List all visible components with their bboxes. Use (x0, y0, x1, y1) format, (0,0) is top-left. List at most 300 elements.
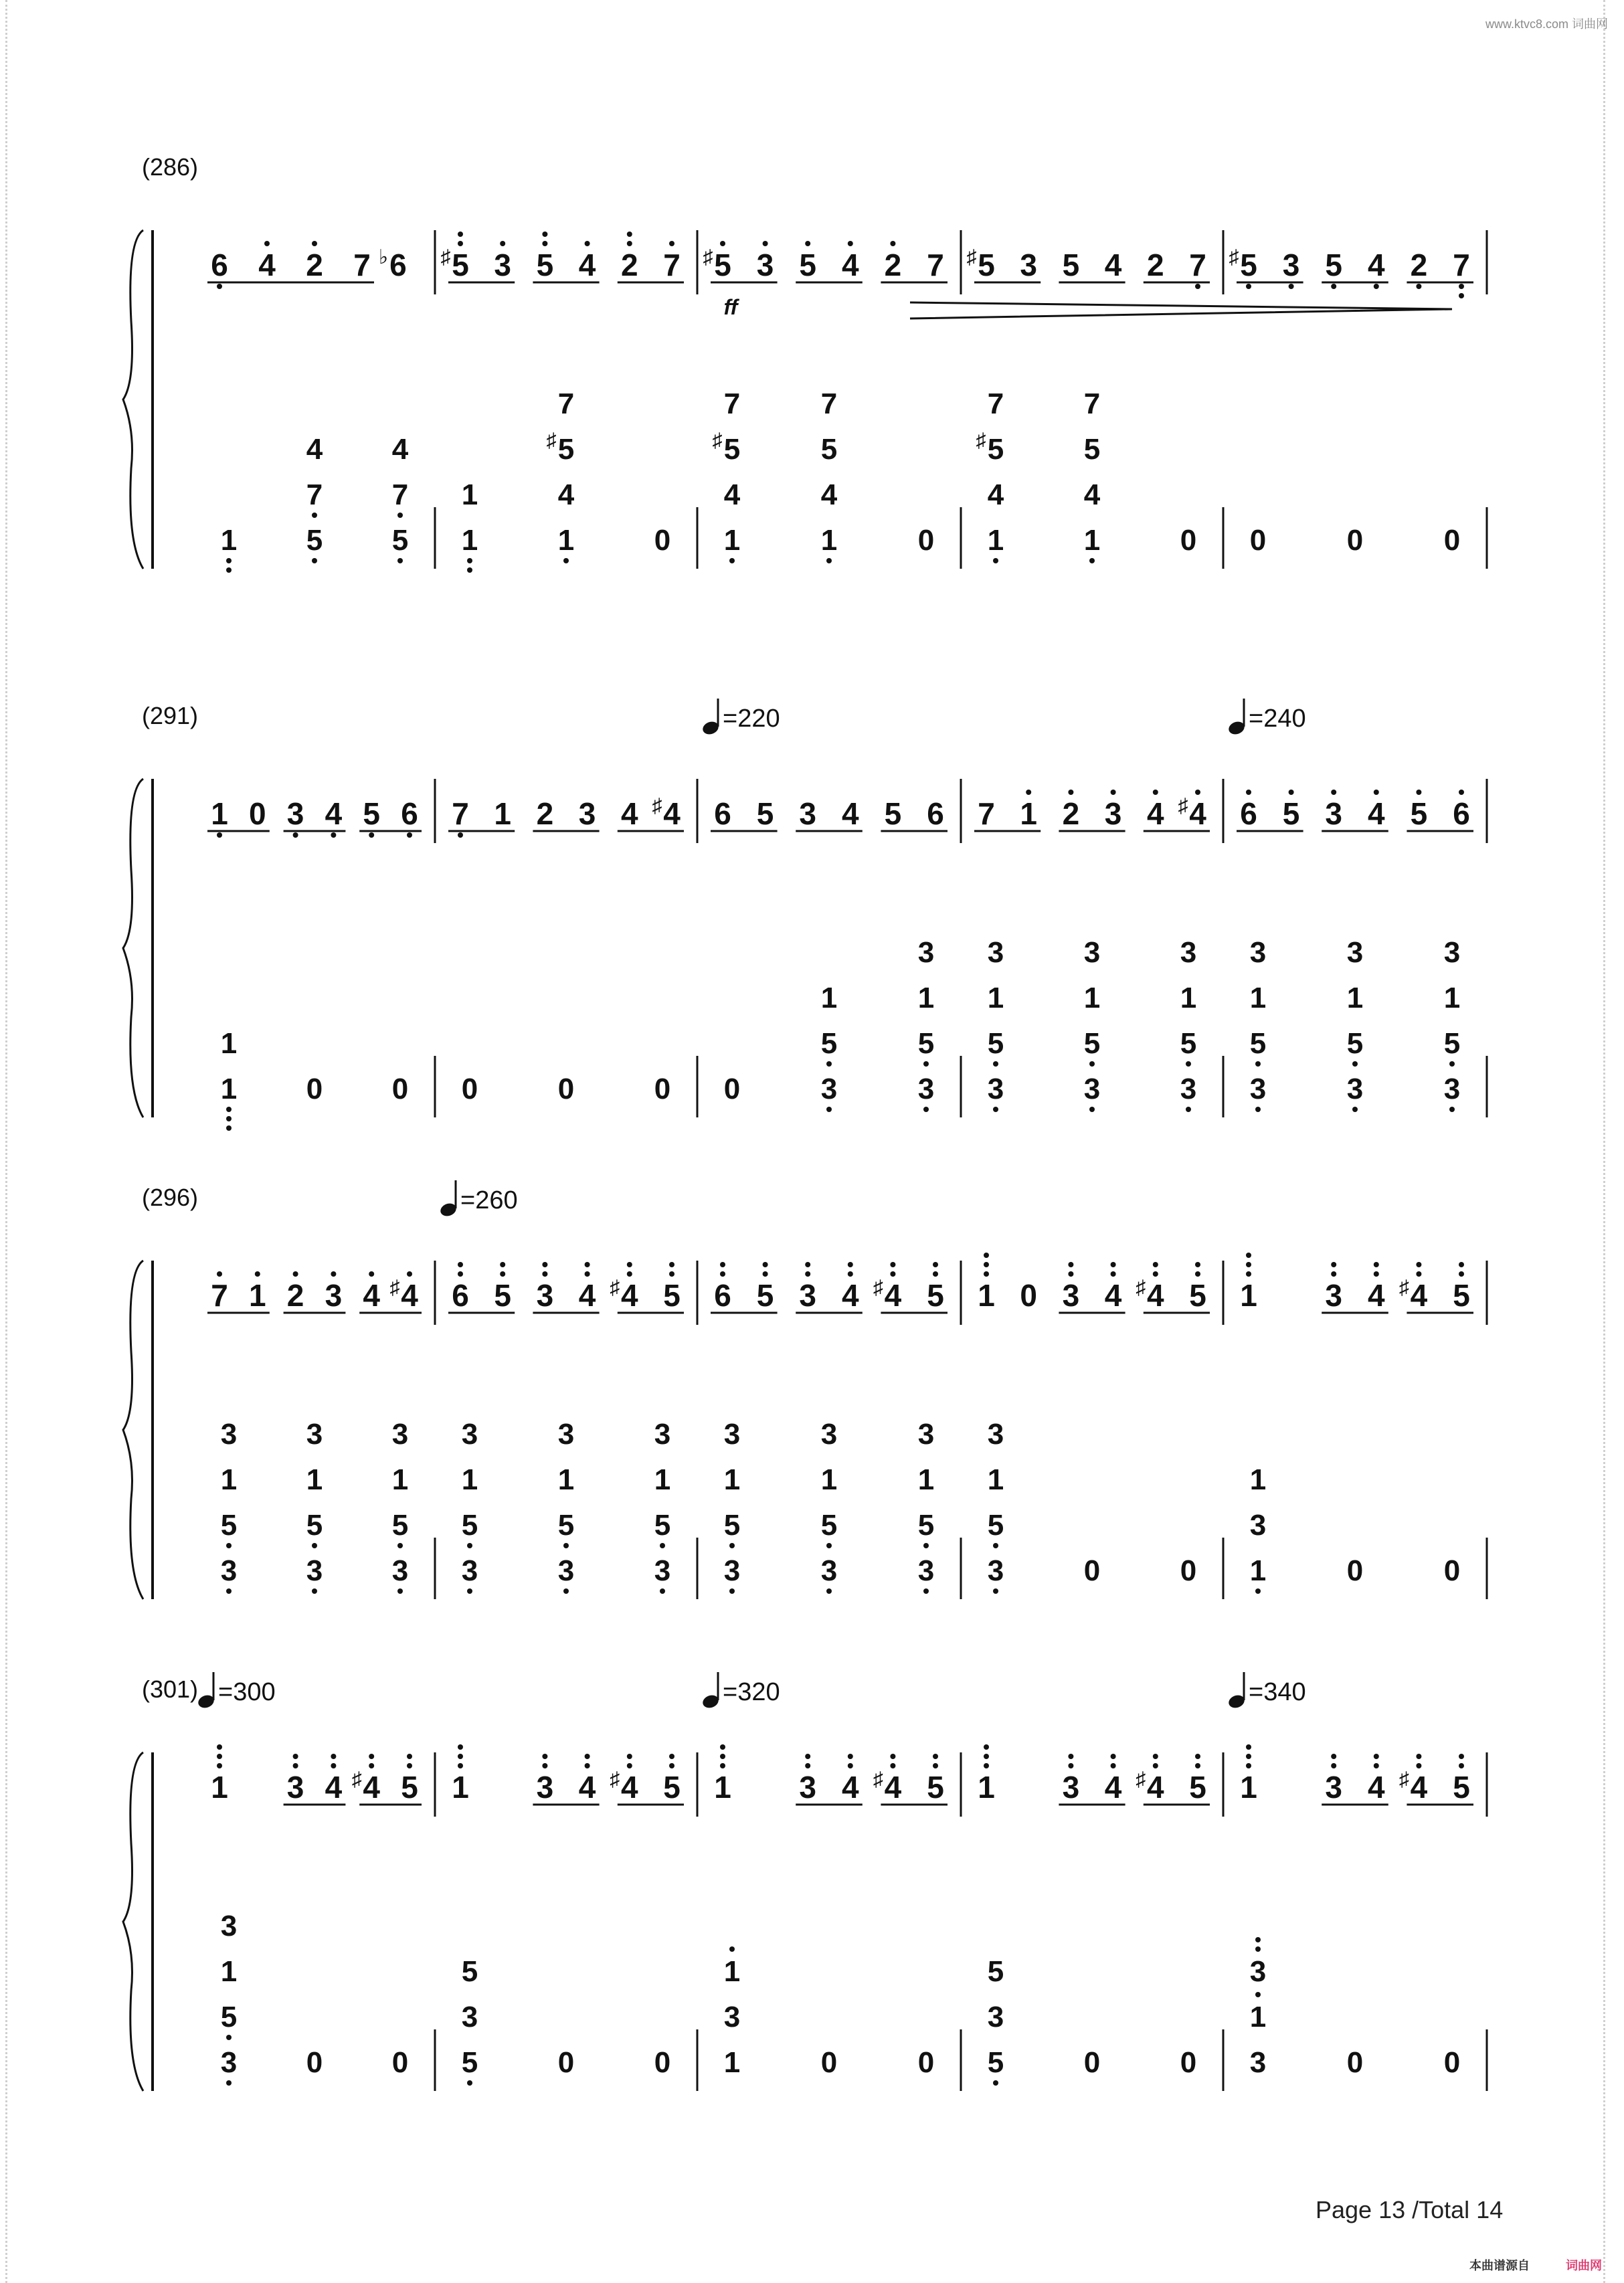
octave-dot (217, 284, 222, 289)
octave-dot (217, 832, 222, 838)
octave-dot (467, 1588, 472, 1594)
octave-dot (669, 241, 674, 246)
chord-note: 5 (820, 1027, 838, 1060)
measure-number: (296) (142, 1184, 199, 1211)
octave-dot (542, 241, 547, 246)
melody-note: 3 (1325, 1278, 1342, 1313)
chord-note: 3 (917, 1418, 935, 1451)
sharp-sign: ♯ (652, 795, 662, 817)
melody-note: 6 (452, 1278, 469, 1313)
chord-note: 4 (820, 478, 838, 511)
melody-note: 3 (799, 1770, 816, 1805)
octave-dot (1459, 1754, 1464, 1759)
octave-dot (848, 1763, 853, 1768)
chord-note: 5 (306, 524, 323, 557)
octave-dot (890, 241, 895, 246)
octave-dot (1089, 1107, 1095, 1112)
chord-note: 0 (917, 2046, 935, 2079)
tempo-mark: =320 (723, 1678, 780, 1706)
octave-dot (312, 1588, 317, 1594)
chord-note: 1 (557, 1463, 575, 1496)
chord-note: 1 (1443, 982, 1461, 1014)
octave-dot (1195, 1271, 1200, 1277)
octave-dot (467, 2080, 472, 2086)
chord-note: 0 (557, 2046, 575, 2079)
tempo-mark: =340 (1249, 1678, 1306, 1706)
melody-note: 5 (714, 248, 731, 282)
chord-note: 3 (1249, 1073, 1267, 1105)
sharp-sign: ♯ (1136, 1277, 1146, 1299)
octave-dot (984, 1754, 989, 1759)
octave-dot (729, 1588, 735, 1594)
melody-note: 5 (756, 1278, 774, 1313)
octave-dot (1246, 1262, 1251, 1267)
melody-note: 7 (663, 248, 681, 282)
sharp-sign: ♯ (1399, 1277, 1409, 1299)
melody-note: 2 (884, 248, 902, 282)
octave-dot (1111, 790, 1116, 795)
chord-note: 5 (917, 1509, 935, 1542)
octave-dot (984, 1271, 989, 1277)
octave-dot (467, 558, 472, 563)
octave-dot (1195, 284, 1200, 289)
octave-dot (312, 241, 317, 246)
chord-note: 3 (820, 1073, 838, 1105)
octave-dot (848, 1754, 853, 1759)
chord-note: 1 (1249, 2001, 1267, 2033)
octave-dot (1246, 284, 1251, 289)
octave-dot (805, 1754, 810, 1759)
chord-note: 0 (1443, 1554, 1461, 1587)
chord-note: 4 (1083, 478, 1101, 511)
octave-dot (805, 241, 810, 246)
chord-note: 5 (1083, 433, 1101, 466)
octave-dot (293, 832, 298, 838)
melody-note: 4 (621, 1278, 638, 1313)
sharp-sign: ♯ (966, 246, 977, 268)
chord-note: 3 (1083, 1073, 1101, 1105)
melody-note: 1 (1020, 796, 1037, 831)
chord-note: 5 (723, 1509, 741, 1542)
melody-note: 1 (1240, 1278, 1257, 1313)
octave-dot (542, 232, 547, 237)
octave-dot (226, 558, 232, 563)
melody-note: 4 (621, 1770, 638, 1805)
octave-dot (1416, 790, 1421, 795)
chord-note: 5 (917, 1027, 935, 1060)
chord-note: 1 (820, 1463, 838, 1496)
octave-dot (1416, 284, 1421, 289)
melody-note: 7 (353, 248, 371, 282)
octave-dot (585, 1262, 590, 1267)
melody-note: 4 (325, 796, 343, 831)
octave-dot (729, 1946, 735, 1952)
chord-note: 0 (1443, 2046, 1461, 2079)
octave-dot (407, 1754, 412, 1759)
chord-note: 3 (917, 936, 935, 969)
chord-note: 5 (1346, 1027, 1364, 1060)
tempo-mark: =220 (723, 705, 780, 733)
chord-note: 5 (1249, 1027, 1267, 1060)
octave-dot (458, 1763, 463, 1768)
chord-note: 3 (220, 2046, 238, 2079)
chord-note: 3 (820, 1418, 838, 1451)
melody-note: 4 (1104, 1770, 1122, 1805)
chord-note: 1 (917, 1463, 935, 1496)
octave-dot (826, 1107, 832, 1112)
chord-note: 5 (461, 1955, 478, 1988)
octave-dot (1186, 1107, 1191, 1112)
octave-dot (627, 1271, 632, 1277)
melody-note: 5 (363, 796, 380, 831)
octave-dot (397, 1543, 403, 1548)
octave-dot (458, 832, 463, 838)
melody-note: 3 (578, 796, 596, 831)
chord-note: 0 (1083, 2046, 1101, 2079)
octave-dot (1331, 1754, 1336, 1759)
octave-dot (1195, 790, 1200, 795)
chord-note: 1 (820, 524, 838, 557)
chord-note: 0 (917, 524, 935, 557)
melody-note: 5 (1189, 1278, 1206, 1313)
site-watermark: www.ktvc8.com 词曲网 (1485, 17, 1608, 31)
octave-dot (1153, 790, 1158, 795)
melody-note: 3 (286, 796, 304, 831)
melody-note: 4 (363, 1770, 380, 1805)
octave-dot (848, 1271, 853, 1277)
chord-note: 3 (987, 1073, 1004, 1105)
octave-dot (890, 1271, 895, 1277)
octave-dot (993, 1061, 998, 1067)
chord-note: 1 (1249, 1554, 1267, 1587)
octave-dot (255, 1271, 260, 1277)
melody-note: 5 (401, 1770, 418, 1805)
octave-dot (923, 1107, 929, 1112)
melody-note: 3 (536, 1278, 554, 1313)
chord-note: 3 (987, 936, 1004, 969)
melody-note: 5 (927, 1278, 944, 1313)
octave-dot (585, 1754, 590, 1759)
melody-note: 7 (978, 796, 995, 831)
octave-dot (720, 1262, 725, 1267)
octave-dot (826, 1543, 832, 1548)
chord-note: 5 (654, 1509, 671, 1542)
chord-note: 4 (723, 478, 741, 511)
chord-note: 1 (723, 1463, 741, 1496)
octave-dot (660, 1588, 665, 1594)
octave-dot (720, 241, 725, 246)
melody-note: 4 (1189, 796, 1206, 831)
dynamics-mark: ff (723, 295, 738, 319)
octave-dot (1068, 790, 1073, 795)
octave-dot (1255, 1588, 1261, 1594)
octave-dot (1153, 1271, 1158, 1277)
melody-note: 4 (1104, 248, 1122, 282)
octave-dot (226, 1125, 232, 1131)
octave-dot (1331, 284, 1336, 289)
octave-dot (923, 1061, 929, 1067)
octave-dot (467, 567, 472, 573)
octave-dot (763, 1271, 768, 1277)
octave-dot (1374, 790, 1379, 795)
melody-note: 3 (1062, 1278, 1080, 1313)
melody-note: 5 (1325, 248, 1342, 282)
melody-note: 4 (1147, 1278, 1164, 1313)
octave-dot (458, 1262, 463, 1267)
octave-dot (890, 1262, 895, 1267)
chord-note: 1 (723, 1955, 741, 1988)
tempo-mark: =300 (218, 1678, 276, 1706)
octave-dot (226, 1588, 232, 1594)
chord-note: 7 (306, 478, 323, 511)
sharp-sign: ♯ (976, 430, 986, 452)
octave-dot (331, 1754, 336, 1759)
measure-number: (286) (142, 153, 199, 181)
melody-note: 4 (578, 248, 596, 282)
octave-dot (312, 513, 317, 518)
melody-note: 6 (389, 248, 407, 282)
octave-dot (1416, 1271, 1421, 1277)
octave-dot (720, 1763, 725, 1768)
chord-note: 1 (306, 1463, 323, 1496)
octave-dot (542, 1754, 547, 1759)
chord-note: 1 (1249, 982, 1267, 1014)
octave-dot (627, 232, 632, 237)
octave-dot (458, 1754, 463, 1759)
melody-note: 4 (578, 1278, 596, 1313)
chord-note: 5 (557, 433, 575, 466)
chord-note: 3 (1083, 936, 1101, 969)
chord-note: 7 (557, 387, 575, 420)
octave-dot (1416, 1754, 1421, 1759)
octave-dot (1068, 1262, 1073, 1267)
melody-note: 1 (249, 1278, 266, 1313)
chord-note: 4 (391, 433, 409, 466)
sharp-sign: ♯ (1229, 246, 1239, 268)
octave-dot (1195, 1763, 1200, 1768)
chord-note: 5 (820, 1509, 838, 1542)
chord-note: 3 (306, 1554, 323, 1587)
melody-note: 5 (1453, 1770, 1470, 1805)
tempo-mark: =260 (460, 1186, 518, 1214)
octave-dot (331, 1271, 336, 1277)
octave-dot (217, 1763, 222, 1768)
octave-dot (217, 1744, 222, 1750)
chord-note: 3 (306, 1418, 323, 1451)
octave-dot (500, 1262, 505, 1267)
octave-dot (933, 1271, 938, 1277)
chord-note: 1 (461, 1463, 478, 1496)
octave-dot (1246, 1763, 1251, 1768)
chord-note: 4 (306, 433, 323, 466)
octave-dot (542, 1262, 547, 1267)
octave-dot (1246, 1253, 1251, 1258)
octave-dot (217, 1754, 222, 1759)
chord-note: 0 (1083, 1554, 1101, 1587)
chord-note: 3 (461, 1418, 478, 1451)
octave-dot (1111, 1271, 1116, 1277)
sharp-sign: ♯ (1399, 1768, 1409, 1791)
octave-dot (1089, 1061, 1095, 1067)
chord-note: 3 (723, 1418, 741, 1451)
melody-note: 6 (1453, 796, 1470, 831)
octave-dot (923, 1543, 929, 1548)
chord-note: 7 (723, 387, 741, 420)
melody-note: 5 (799, 248, 816, 282)
melody-note: 4 (842, 1278, 859, 1313)
octave-dot (1459, 1271, 1464, 1277)
tempo-mark: =240 (1249, 705, 1306, 733)
octave-dot (720, 1271, 725, 1277)
melody-note: 2 (621, 248, 638, 282)
system-brace (123, 230, 143, 569)
melody-note: 1 (452, 1770, 469, 1805)
octave-dot (669, 1271, 674, 1277)
chord-note: 1 (1180, 982, 1197, 1014)
octave-dot (890, 1763, 895, 1768)
chord-note: 3 (1249, 2046, 1267, 2079)
melody-note: 4 (884, 1770, 902, 1805)
melody-note: 3 (799, 1278, 816, 1313)
octave-dot (1255, 1992, 1261, 1997)
melody-note: 1 (494, 796, 511, 831)
melody-note: 2 (286, 1278, 304, 1313)
chord-note: 3 (1346, 936, 1364, 969)
octave-dot (563, 558, 569, 563)
octave-dot (500, 1271, 505, 1277)
octave-dot (1111, 1262, 1116, 1267)
chord-note: 0 (461, 1073, 478, 1105)
octave-dot (542, 1763, 547, 1768)
octave-dot (1331, 1763, 1336, 1768)
chord-note: 1 (917, 982, 935, 1014)
melody-note: 5 (927, 1770, 944, 1805)
melody-note: 7 (1189, 248, 1206, 282)
octave-dot (226, 2080, 232, 2086)
chord-note: 3 (461, 1554, 478, 1587)
octave-dot (1374, 1262, 1379, 1267)
octave-dot (984, 1744, 989, 1750)
octave-dot (1111, 1763, 1116, 1768)
measure-number: (291) (142, 702, 199, 729)
chord-note: 5 (1083, 1027, 1101, 1060)
octave-dot (1255, 1061, 1261, 1067)
melody-note: 4 (1410, 1770, 1428, 1805)
melody-note: 1 (978, 1278, 995, 1313)
octave-dot (984, 1262, 989, 1267)
octave-dot (627, 241, 632, 246)
octave-dot (805, 1763, 810, 1768)
octave-dot (217, 1271, 222, 1277)
chord-note: 1 (557, 524, 575, 557)
chord-note: 3 (820, 1554, 838, 1587)
octave-dot (1449, 1061, 1455, 1067)
sharp-sign: ♯ (351, 1768, 362, 1791)
octave-dot (1352, 1061, 1358, 1067)
chord-note: 0 (820, 2046, 838, 2079)
melody-note: 3 (325, 1278, 343, 1313)
melody-note: 3 (1282, 248, 1300, 282)
chord-note: 5 (987, 1955, 1004, 1988)
octave-dot (1416, 1262, 1421, 1267)
melody-note: 3 (1104, 796, 1122, 831)
chord-note: 5 (820, 433, 838, 466)
melody-note: 4 (842, 796, 859, 831)
octave-dot (720, 1744, 725, 1750)
octave-dot (627, 1763, 632, 1768)
chord-note: 0 (723, 1073, 741, 1105)
chord-note: 3 (917, 1073, 935, 1105)
chord-note: 1 (820, 982, 838, 1014)
melody-note: 2 (1410, 248, 1428, 282)
melody-note: 3 (1325, 796, 1342, 831)
chord-note: 1 (1083, 982, 1101, 1014)
octave-dot (763, 241, 768, 246)
octave-dot (1195, 1262, 1200, 1267)
octave-dot (407, 1271, 412, 1277)
octave-dot (1289, 284, 1294, 289)
melody-note: 6 (211, 248, 228, 282)
chord-note: 1 (461, 478, 478, 511)
melody-note: 4 (258, 248, 276, 282)
chord-note: 1 (723, 524, 741, 557)
melody-note: 4 (1368, 1278, 1385, 1313)
melody-note: 6 (1240, 796, 1257, 831)
melody-note: 3 (536, 1770, 554, 1805)
octave-dot (627, 1262, 632, 1267)
octave-dot (226, 2035, 232, 2040)
sharp-sign: ♯ (873, 1768, 883, 1791)
melody-note: 5 (1189, 1770, 1206, 1805)
chord-note: 0 (557, 1073, 575, 1105)
chord-note: 3 (461, 2001, 478, 2033)
sharp-sign: ♯ (610, 1768, 620, 1791)
melody-note: 2 (306, 248, 323, 282)
chord-note: 7 (1083, 387, 1101, 420)
melody-note: 6 (714, 796, 731, 831)
octave-dot (331, 1763, 336, 1768)
chord-note: 5 (1443, 1027, 1461, 1060)
chord-note: 0 (391, 2046, 409, 2079)
octave-dot (585, 241, 590, 246)
octave-dot (1186, 1061, 1191, 1067)
chord-note: 3 (917, 1554, 935, 1587)
octave-dot (1416, 1763, 1421, 1768)
octave-dot (226, 1107, 232, 1112)
melody-note: 5 (978, 248, 995, 282)
sharp-sign: ♯ (873, 1277, 883, 1299)
octave-dot (264, 241, 270, 246)
octave-dot (407, 832, 412, 838)
melody-note: 4 (1147, 1770, 1164, 1805)
chord-note: 0 (1443, 524, 1461, 557)
chord-note: 5 (1180, 1027, 1197, 1060)
melody-note: 5 (756, 796, 774, 831)
octave-dot (1331, 790, 1336, 795)
melody-note: 5 (663, 1278, 681, 1313)
chord-note: 1 (987, 524, 1004, 557)
melody-note: 4 (1368, 1770, 1385, 1805)
octave-dot (993, 1588, 998, 1594)
chord-note: 5 (461, 1509, 478, 1542)
sharp-sign: ♯ (440, 246, 451, 268)
chord-note: 5 (220, 1509, 238, 1542)
chord-note: 3 (220, 1418, 238, 1451)
melody-note: 7 (1453, 248, 1470, 282)
octave-dot (585, 1271, 590, 1277)
melody-note: 5 (1282, 796, 1300, 831)
chord-note: 3 (391, 1554, 409, 1587)
